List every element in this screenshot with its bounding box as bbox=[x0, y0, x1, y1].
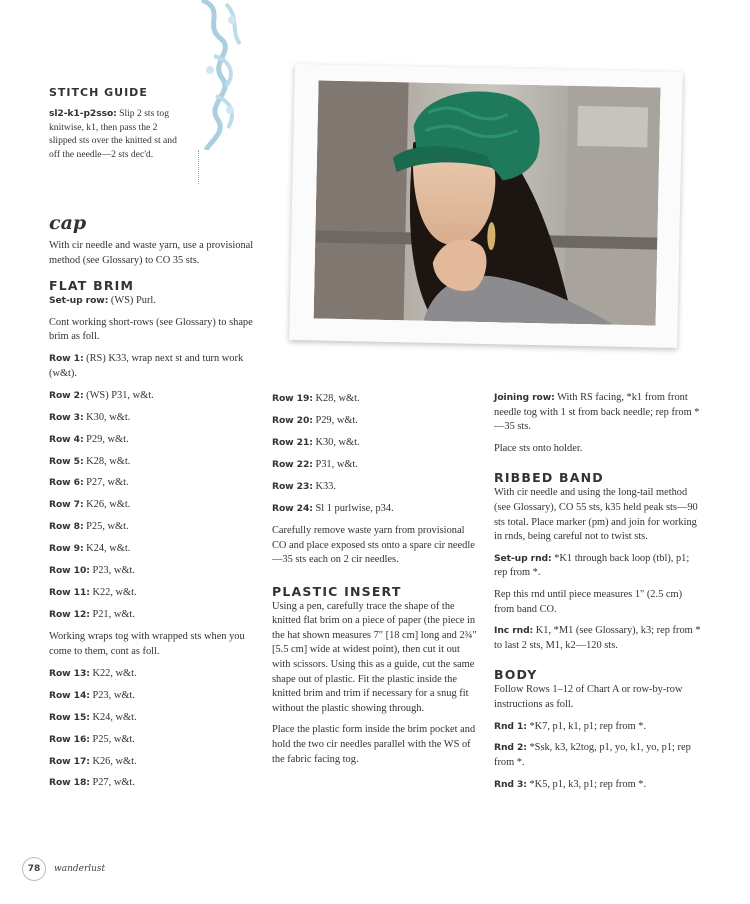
row-text: K30, w&t. bbox=[86, 411, 131, 423]
row-text: K22, w&t. bbox=[92, 587, 137, 599]
row-label: Row 3: bbox=[49, 411, 84, 423]
row-text: P27, w&t. bbox=[92, 777, 135, 789]
divider bbox=[198, 150, 199, 184]
instruction-row bbox=[272, 502, 477, 517]
row-label: Row 2: bbox=[49, 389, 84, 401]
inc-rnd-label: Inc rnd: bbox=[494, 625, 534, 637]
instruction-row bbox=[49, 733, 254, 748]
instruction-row bbox=[49, 476, 254, 491]
plastic-insert-heading: PLASTIC INSERT bbox=[272, 583, 402, 599]
page-footer bbox=[22, 857, 105, 881]
instruction-row bbox=[49, 608, 254, 623]
setup-rnd bbox=[494, 552, 702, 581]
page-number: 78 bbox=[22, 857, 46, 881]
instruction-row bbox=[49, 389, 254, 404]
rnd-list bbox=[494, 720, 702, 793]
row-list bbox=[272, 392, 477, 517]
instruction-row bbox=[49, 564, 254, 579]
instruction-row bbox=[272, 458, 477, 473]
row-label: Row 1: bbox=[49, 352, 84, 364]
body-heading: BODY bbox=[494, 667, 538, 683]
flat-brim-heading: FLAT BRIM bbox=[49, 278, 135, 294]
instruction-row bbox=[49, 411, 254, 426]
instruction-row bbox=[272, 480, 477, 495]
stitch-guide-heading: STITCH GUIDE bbox=[49, 86, 148, 99]
row-label: Row 24: bbox=[272, 502, 313, 514]
column-2 bbox=[272, 392, 477, 774]
row-text: *Ssk, k3, k2tog, p1, yo, k1, yo, p1; rep from *. bbox=[494, 742, 691, 769]
row-label: Row 11: bbox=[49, 587, 90, 599]
row-label: Row 23: bbox=[272, 480, 313, 492]
row-label: Row 6: bbox=[49, 477, 84, 489]
row-text: K30, w&t. bbox=[315, 436, 360, 448]
rep-rnd-text: Rep this rnd until piece measures 1" (2.5 cm) from band CO. bbox=[494, 588, 683, 615]
wraps-text: Working wraps tog with wrapped sts when you come to them, cont as foll. bbox=[49, 631, 245, 657]
cap-title: cap bbox=[49, 212, 87, 234]
row-label: Row 7: bbox=[49, 499, 84, 511]
plastic-insert-p1: Using a pen, carefully trace the shape of the knitted flat brim on a piece of paper (the piece in the hat shown measures 7" [18 cm] long and 2¾" [5.5 cm] wide at widest point), then cut it out with scissors. Using this as a guide, cut the same shape out of plastic. Fit the plastic inside the knitted brim and trim if necessary for a snug fit without the plastic showing through. bbox=[272, 600, 477, 714]
cont-working-text: Cont working short-rows (see Glossary) to shape brim as foll. bbox=[49, 316, 253, 343]
row-text: P25, w&t. bbox=[92, 733, 135, 745]
row-text: P25, w&t. bbox=[86, 521, 129, 533]
row-label: Row 21: bbox=[272, 436, 313, 448]
row-text: P31, w&t. bbox=[315, 458, 358, 470]
row-text: K28, w&t. bbox=[315, 393, 360, 404]
row-label: Row 20: bbox=[272, 414, 313, 426]
instruction-row bbox=[494, 720, 702, 735]
row-list bbox=[49, 667, 254, 792]
row-text: P21, w&t. bbox=[92, 609, 135, 621]
row-label: Rnd 2: bbox=[494, 742, 527, 754]
instruction-row bbox=[49, 352, 254, 381]
row-label: Row 22: bbox=[272, 458, 313, 470]
row-label: Rnd 1: bbox=[494, 720, 527, 732]
column-3 bbox=[494, 391, 702, 800]
stitch-guide bbox=[49, 85, 179, 161]
row-text: (RS) K33, wrap next st and turn work (w&t). bbox=[49, 352, 244, 379]
row-label: Row 4: bbox=[49, 433, 84, 445]
row-label: Row 13: bbox=[49, 667, 90, 679]
row-text: K26, w&t. bbox=[92, 755, 137, 767]
cap-intro: With cir needle and waste yarn, use a provisional method (see Glossary) to CO 35 sts. bbox=[49, 240, 254, 266]
ribbed-band-heading: RIBBED BAND bbox=[494, 470, 604, 486]
plastic-insert-p2: Place the plastic form inside the brim pocket and hold the two cir needles parallel with the WS of the fabric facing tog. bbox=[272, 724, 476, 765]
instruction-row bbox=[272, 392, 477, 407]
ribbed-band-intro: With cir needle and using the long-tail method (see Glossary), CO 55 sts, k35 held peak sts—90 sts total. Place marker (pm) and join for working in rnds, being careful not to twist sts. bbox=[494, 487, 698, 543]
joining-row bbox=[494, 391, 702, 435]
stitch-guide-text bbox=[49, 107, 179, 161]
instruction-row bbox=[49, 520, 254, 535]
instruction-row bbox=[49, 542, 254, 557]
row-label: Row 9: bbox=[49, 543, 84, 555]
row-text: P27, w&t. bbox=[86, 477, 129, 489]
row-text: K28, w&t. bbox=[86, 455, 131, 467]
setup-row-label: Set-up row: bbox=[49, 295, 109, 307]
row-label: Row 17: bbox=[49, 755, 90, 767]
instruction-row bbox=[272, 436, 477, 451]
instruction-row bbox=[49, 498, 254, 513]
stitch-guide-term: sl2-k1-p2sso: bbox=[49, 108, 117, 119]
instruction-row bbox=[49, 433, 254, 448]
row-text: K24, w&t. bbox=[92, 711, 137, 723]
row-label: Row 18: bbox=[49, 777, 90, 789]
model-photo bbox=[314, 80, 661, 325]
remove-waste-yarn-text: Carefully remove waste yarn from provisional CO and place exposed sts onto a spare cir needle—35 sts each on 2 cir needles. bbox=[272, 524, 475, 566]
row-label: Row 12: bbox=[49, 609, 90, 621]
instruction-row bbox=[272, 414, 477, 429]
row-label: Row 15: bbox=[49, 711, 90, 723]
instruction-row bbox=[49, 711, 254, 726]
joining-row-label: Joining row: bbox=[494, 392, 555, 403]
row-list bbox=[49, 352, 254, 623]
row-text: P29, w&t. bbox=[315, 414, 358, 426]
row-text: P23, w&t. bbox=[92, 565, 135, 577]
flat-brim-setup bbox=[49, 294, 254, 309]
row-text: (WS) P31, w&t. bbox=[86, 389, 154, 401]
row-label: Row 5: bbox=[49, 455, 84, 467]
row-text: K24, w&t. bbox=[86, 543, 131, 555]
row-label: Row 14: bbox=[49, 689, 90, 701]
body-intro: Follow Rows 1–12 of Chart A or row-by-row instructions as foll. bbox=[494, 684, 683, 710]
row-text: Sl 1 purlwise, p34. bbox=[315, 502, 394, 514]
decorative-ornament bbox=[196, 0, 244, 150]
row-text: *K7, p1, k1, p1; rep from *. bbox=[529, 720, 647, 732]
row-label: Rnd 3: bbox=[494, 779, 527, 791]
row-label: Row 16: bbox=[49, 733, 90, 745]
instruction-row bbox=[494, 741, 702, 770]
stitch-guide-definition: Slip 2 sts tog knitwise, k1, then pass the 2 slipped sts over the knitted st and off the needle—2 sts dec'd. bbox=[49, 108, 177, 160]
row-label: Row 19: bbox=[272, 393, 313, 404]
row-text: P29, w&t. bbox=[86, 433, 129, 445]
row-text: P23, w&t. bbox=[92, 689, 135, 701]
instruction-row bbox=[49, 667, 254, 682]
row-label: Row 10: bbox=[49, 565, 90, 577]
instruction-row bbox=[49, 776, 254, 791]
instruction-row bbox=[494, 778, 702, 793]
instruction-row bbox=[49, 689, 254, 704]
instruction-row bbox=[49, 755, 254, 770]
setup-row-text: (WS) Purl. bbox=[110, 295, 156, 307]
row-text: K33. bbox=[315, 480, 336, 492]
inc-rnd bbox=[494, 624, 702, 653]
setup-rnd-label: Set-up rnd: bbox=[494, 552, 552, 564]
row-text: *K5, p1, k3, p1; rep from *. bbox=[529, 779, 647, 791]
instruction-row bbox=[49, 455, 254, 470]
instruction-row bbox=[49, 586, 254, 601]
row-label: Row 8: bbox=[49, 521, 84, 533]
inc-rnd-text: K1, *M1 (see Glossary), k3; rep from * to last 2 sts, M1, k2—120 sts. bbox=[494, 625, 701, 651]
magazine-brand: wanderlust bbox=[54, 864, 106, 874]
row-text: K26, w&t. bbox=[86, 499, 131, 511]
place-sts-text: Place sts onto holder. bbox=[494, 442, 583, 454]
joining-row-text: With RS facing, *k1 from front needle tog with 1 st from back needle; rep from *—35 sts. bbox=[494, 392, 700, 433]
row-text: K22, w&t. bbox=[92, 667, 137, 679]
setup-rnd-text: *K1 through back loop (tbl), p1; rep from *. bbox=[494, 552, 690, 579]
photo-frame bbox=[289, 64, 683, 348]
column-1 bbox=[49, 212, 254, 798]
